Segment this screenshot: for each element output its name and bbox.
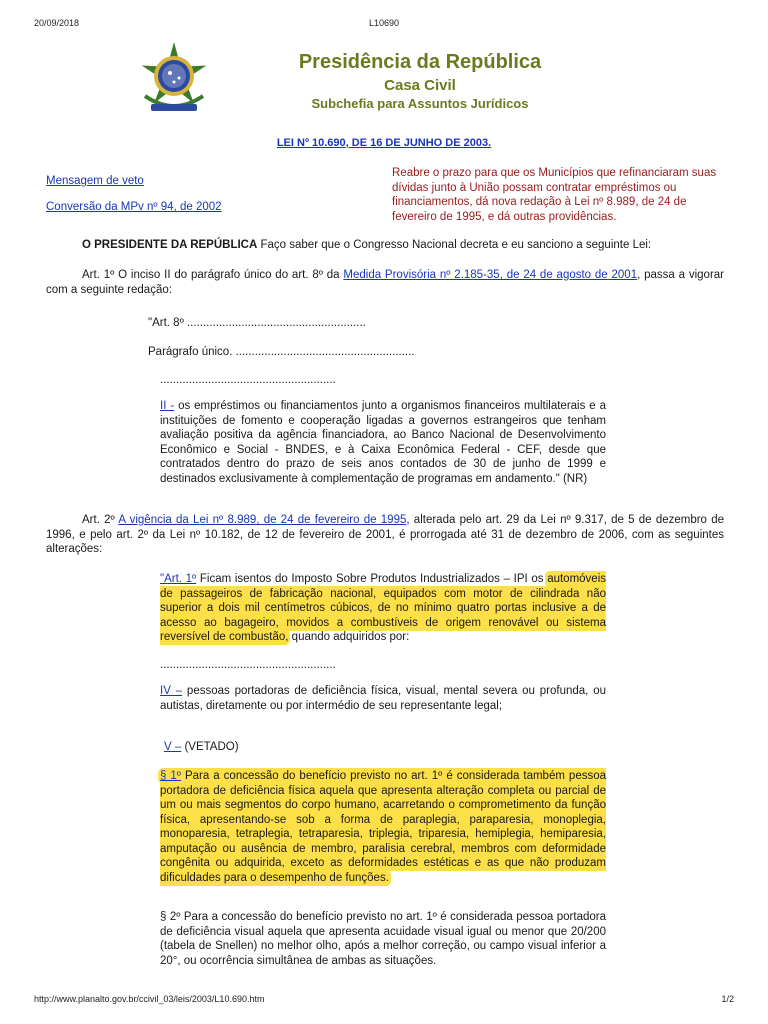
brazil-coat-of-arms-icon <box>137 40 211 116</box>
new-article-1-link[interactable]: "Art. 1º <box>160 573 197 585</box>
inciso-v-text: (VETADO) <box>181 741 239 753</box>
law-summary: Reabre o prazo para que os Municípios que refinanciaram suas dívidas junto à União possam contratar empréstimos ou financiamentos, dá nova redação à Lei nº 8.989, de 24 de fevereiro de 1995, e dá outras providências. <box>392 167 717 223</box>
article-1-text: Art. 1º O inciso II do parágrafo único do art. 8º da <box>82 269 344 281</box>
paragraph-1-link[interactable]: § 1º <box>160 770 181 782</box>
highlighted-paragraph <box>160 770 606 884</box>
page-subtitle: Casa Civil <box>384 77 456 94</box>
inciso-v <box>164 740 610 755</box>
article-1 <box>46 268 724 297</box>
inciso-iv <box>160 684 606 713</box>
page-subtitle-2: Subchefia para Assuntos Jurídicos <box>311 96 529 111</box>
paragraph-2: § 2º Para a concessão do benefício previsto no art. 1º é considerada pessoa portadora de deficiência visual aquela que apresenta acuidade visual igual ou menor que 20/200 (tabela de Snellen) no melhor olho, após a melhor correção, ou campo visual inferior a 20°, ou ocorrência simultânea de ambas as situações. <box>160 911 606 967</box>
print-date: 20/09/2018 <box>34 18 80 28</box>
preamble <box>82 238 722 253</box>
mp-2185-link[interactable]: Medida Provisória nº 2.185-35, de 24 de agosto de 2001 <box>343 269 638 281</box>
page-title: Presidência da República <box>298 51 542 73</box>
new-article-1 <box>160 572 606 645</box>
article-8-line: "Art. 8º ........................................................ <box>148 317 366 329</box>
law-title-link[interactable]: LEI Nº 10.690, DE 16 DE JUNHO DE 2003. <box>276 137 492 149</box>
sole-paragraph-line: Parágrafo único. ........................................................ <box>148 346 415 358</box>
inciso-v-link[interactable]: V – <box>164 741 182 753</box>
new-article-1-text: Ficam isentos do Imposto Sobre Produtos Industrializados – IPI os <box>196 573 548 585</box>
mpv-conversion-link[interactable]: Conversão da MPv nº 94, de 2002 <box>46 201 222 213</box>
inciso-ii-text: os empréstimos ou financiamentos junto a organismos financeiros multilaterais e a instituições de fomento e cooperação ligadas a governos estrangeiros que tenham avaliação positiva da agência financiadora, ao Banco Nacional de Desenvolvimento Econômico e Social - BNDES, e à Caixa Econômica Federal - CEF, desde que contratados dentro do prazo de seis anos contados de 30 de junho de 1999 e destinados exclusivamente à complementação de programas em andamento." (NR) <box>160 400 606 485</box>
paragraph-1 <box>160 769 606 885</box>
law-title <box>0 137 768 149</box>
inciso-ii-link[interactable]: II - <box>160 400 175 412</box>
highlighted-text: automóveis de passageiros de fabricação nacional, equipados com motor de cilindrada não superior a dois mil centímetros cúbicos, de no mínimo quatro portas inclusive a de acesso ao bagageiro, movidos a combustíveis de origem renovável ou sistema reversível de combustão, <box>160 573 606 643</box>
article-2-text: Art. 2º <box>82 514 119 526</box>
print-doc-code: L10690 <box>368 18 400 28</box>
preamble-text: Faço saber que o Congresso Nacional decreta e eu sanciono a seguinte Lei: <box>257 239 652 251</box>
inciso-iv-text: pessoas portadoras de deficiência física, visual, mental severa ou profunda, ou autistas, diretamente ou por intermédio de seu representante legal; <box>160 685 606 712</box>
article-2 <box>46 513 724 557</box>
inciso-ii <box>160 399 606 486</box>
paragraph-1-text: Para a concessão do benefício previsto no art. 1º é considerada também pessoa portadora de deficiência física aquela que apresenta alteração completa ou parcial de um ou mais segmentos do corpo humano, acarretando o comprometimento da função física, apresentando-se sob a forma de paraplegia, paraparesia, monoplegia, monoparesia, tetraplegia, tetraparesia, triplegia, triparesia, hemiplegia, hemiparesia, amputação ou ausência de membro, paralisia cerebral, membros com deformidade congênita ou adquirida, exceto as deformidades estéticas e as que não produzam dificuldades para o desempenho de funções. <box>160 770 607 884</box>
ellipsis-line-2: ....................................................... <box>160 659 336 671</box>
inciso-iv-link[interactable]: IV – <box>160 685 183 697</box>
preamble-bold: O PRESIDENTE DA REPÚBLICA <box>82 239 258 251</box>
law-8989-link[interactable]: A vigência da Lei nº 8.989, de 24 de fevereiro de 1995 <box>118 514 407 526</box>
ellipsis-line: ....................................................... <box>160 374 336 386</box>
new-article-1-text-end: quando adquiridos por: <box>288 631 410 643</box>
print-url: http://www.planalto.gov.br/ccivil_03/leis/2003/L10.690.htm <box>34 994 265 1004</box>
related-links <box>46 175 222 227</box>
veto-message-link[interactable]: Mensagem de veto <box>46 175 144 187</box>
print-page-number: 1/2 <box>721 994 734 1004</box>
article-1-text-end: , passa a vigorar com a seguinte redação: <box>46 269 725 296</box>
article-2-text-end: , alterada pelo art. 29 da Lei nº 9.317, de 5 de dezembro de 1996, e pelo art. 2º da Lei nº 10.182, de 12 de fevereiro de 2001, é prorrogada até 31 de dezembro de 2006, com as seguintes alterações: <box>46 514 724 555</box>
